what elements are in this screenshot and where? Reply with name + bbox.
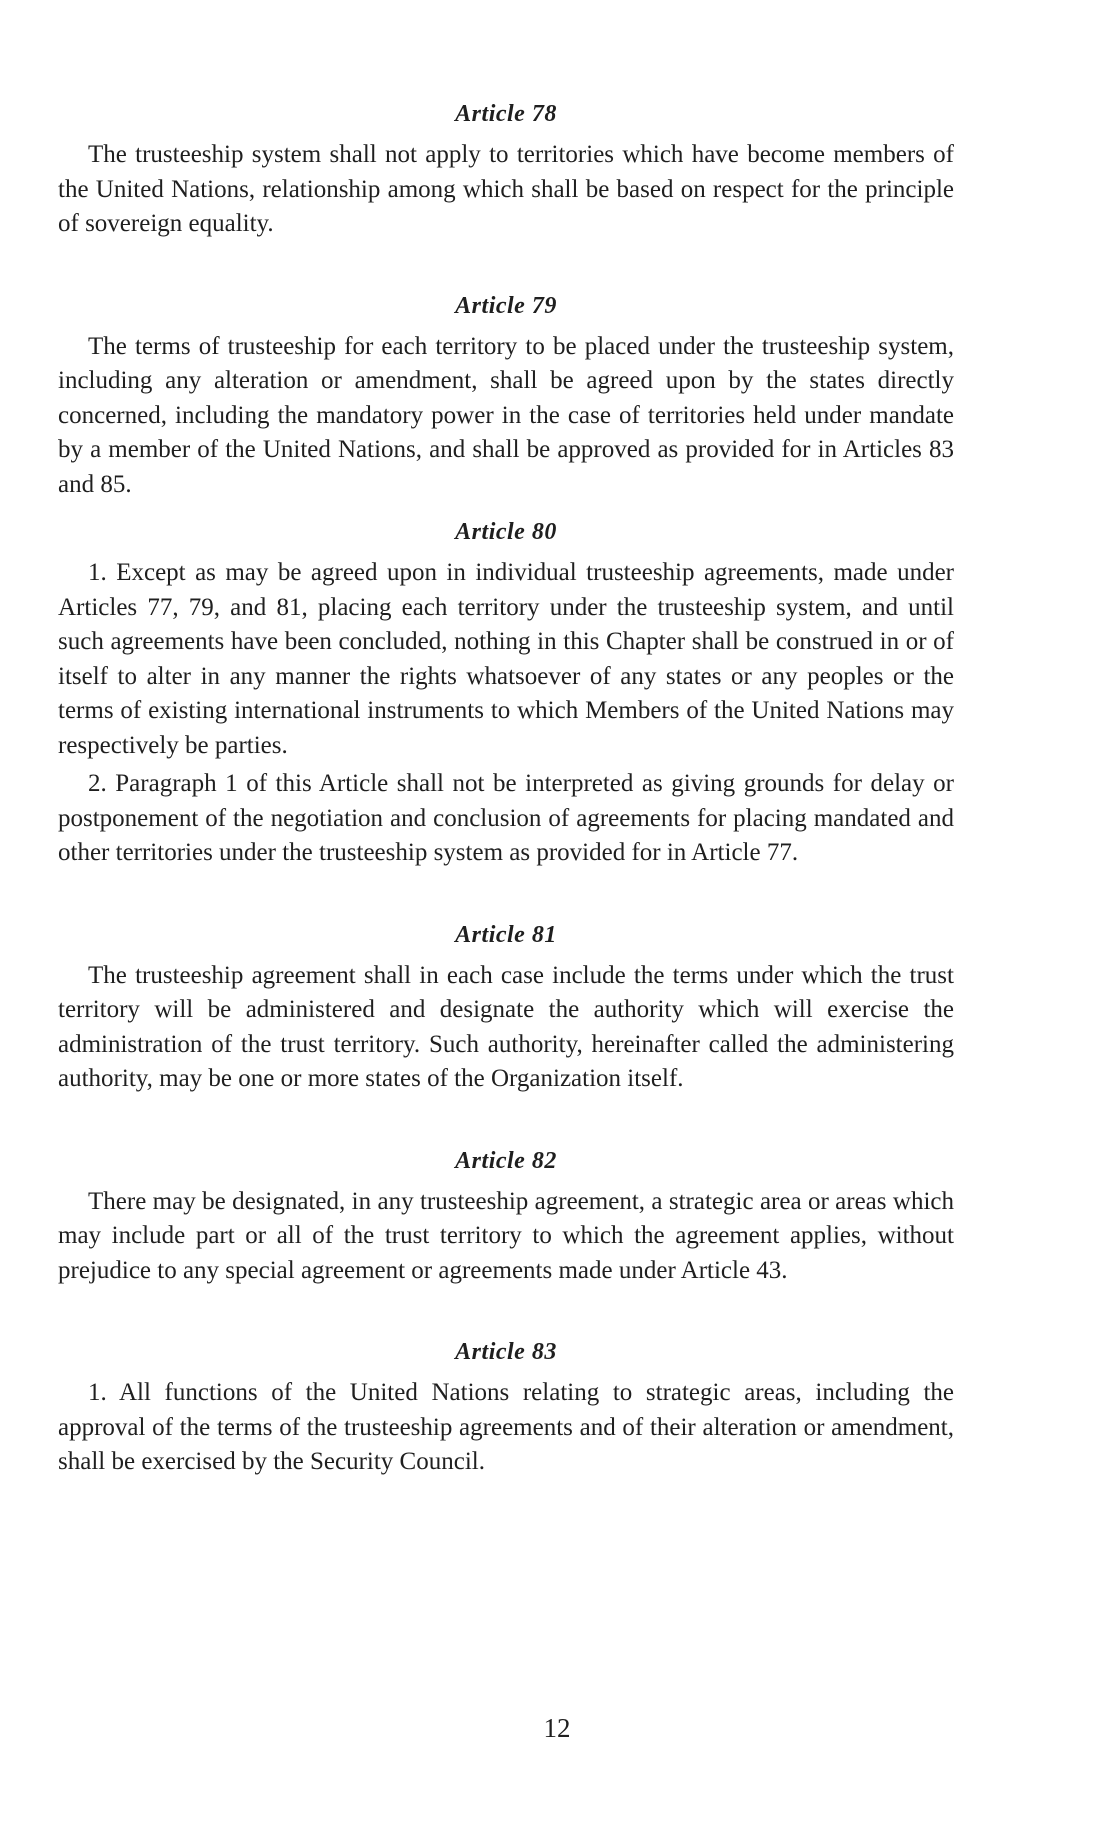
article-82: [58, 1147, 954, 1289]
article-83-paragraph: 1. All functions of the United Nations relating to strategic areas, including the approval of the terms of the trusteeship agreements and of their alteration or amendment, shall be exercised by the Security Council.: [58, 1379, 954, 1475]
article-79-heading: Article 79: [455, 292, 557, 319]
text-column: [58, 100, 954, 1480]
article-81-heading: Article 81: [455, 921, 557, 948]
article-81: [58, 921, 954, 1097]
article-78-heading: Article 78: [455, 101, 557, 127]
article-78: [58, 100, 954, 242]
article-82-paragraph: There may be designated, in any trusteeship agreement, a strategic area or areas which may include part or all of the trust territory to which the agreement applies, without prejudice to any special agreement or agreements made under Article 43.: [58, 1187, 954, 1284]
article-83: [58, 1338, 954, 1480]
article-79: [58, 292, 954, 503]
article-83-heading: Article 83: [455, 1339, 557, 1365]
article-81-paragraph: The trusteeship agreement shall in each case include the terms under which the trust territory will be administered and designate the authority which will exercise the administration of the trust territory. Such authority, hereinafter called the administering authority, may be one or more states of the Organization itself.: [58, 961, 954, 1092]
article-80: [58, 518, 954, 871]
article-79-paragraph: The terms of trusteeship for each territory to be placed under the trusteeship system, including any alteration or amendment, shall be agreed upon by the states directly concerned, including the mandatory power in the case of territories held under mandate by a member of the United Nations, and shall be approved as provided for in Articles 83 and 85.: [58, 332, 954, 498]
article-80-paragraph-2: 2. Paragraph 1 of this Article shall not be interpreted as giving grounds for delay or postponement of the negotiation and conclusion of agreements for placing mandated and other territories under the trusteeship system as provided for in Article 77.: [58, 770, 954, 866]
article-82-heading: Article 82: [455, 1147, 557, 1174]
page-number: 12: [543, 1713, 571, 1743]
article-78-paragraph: The trusteeship system shall not apply to territories which have become members of the United Nations, relationship among which shall be based on respect for the principle of sovereign equality.: [58, 141, 954, 237]
article-80-heading: Article 80: [455, 519, 557, 545]
article-80-paragraph-1: 1. Except as may be agreed upon in individual trusteeship agreements, made under Articles 77, 79, and 81, placing each territory under the trusteeship system, and until such agreements have been concluded, nothing in this Chapter shall be construed in or of itself to alter in any manner the rights whatsoever of any states or any peoples or the terms of existing international instruments to which Members of the United Nations may respectively be parties.: [58, 559, 954, 759]
